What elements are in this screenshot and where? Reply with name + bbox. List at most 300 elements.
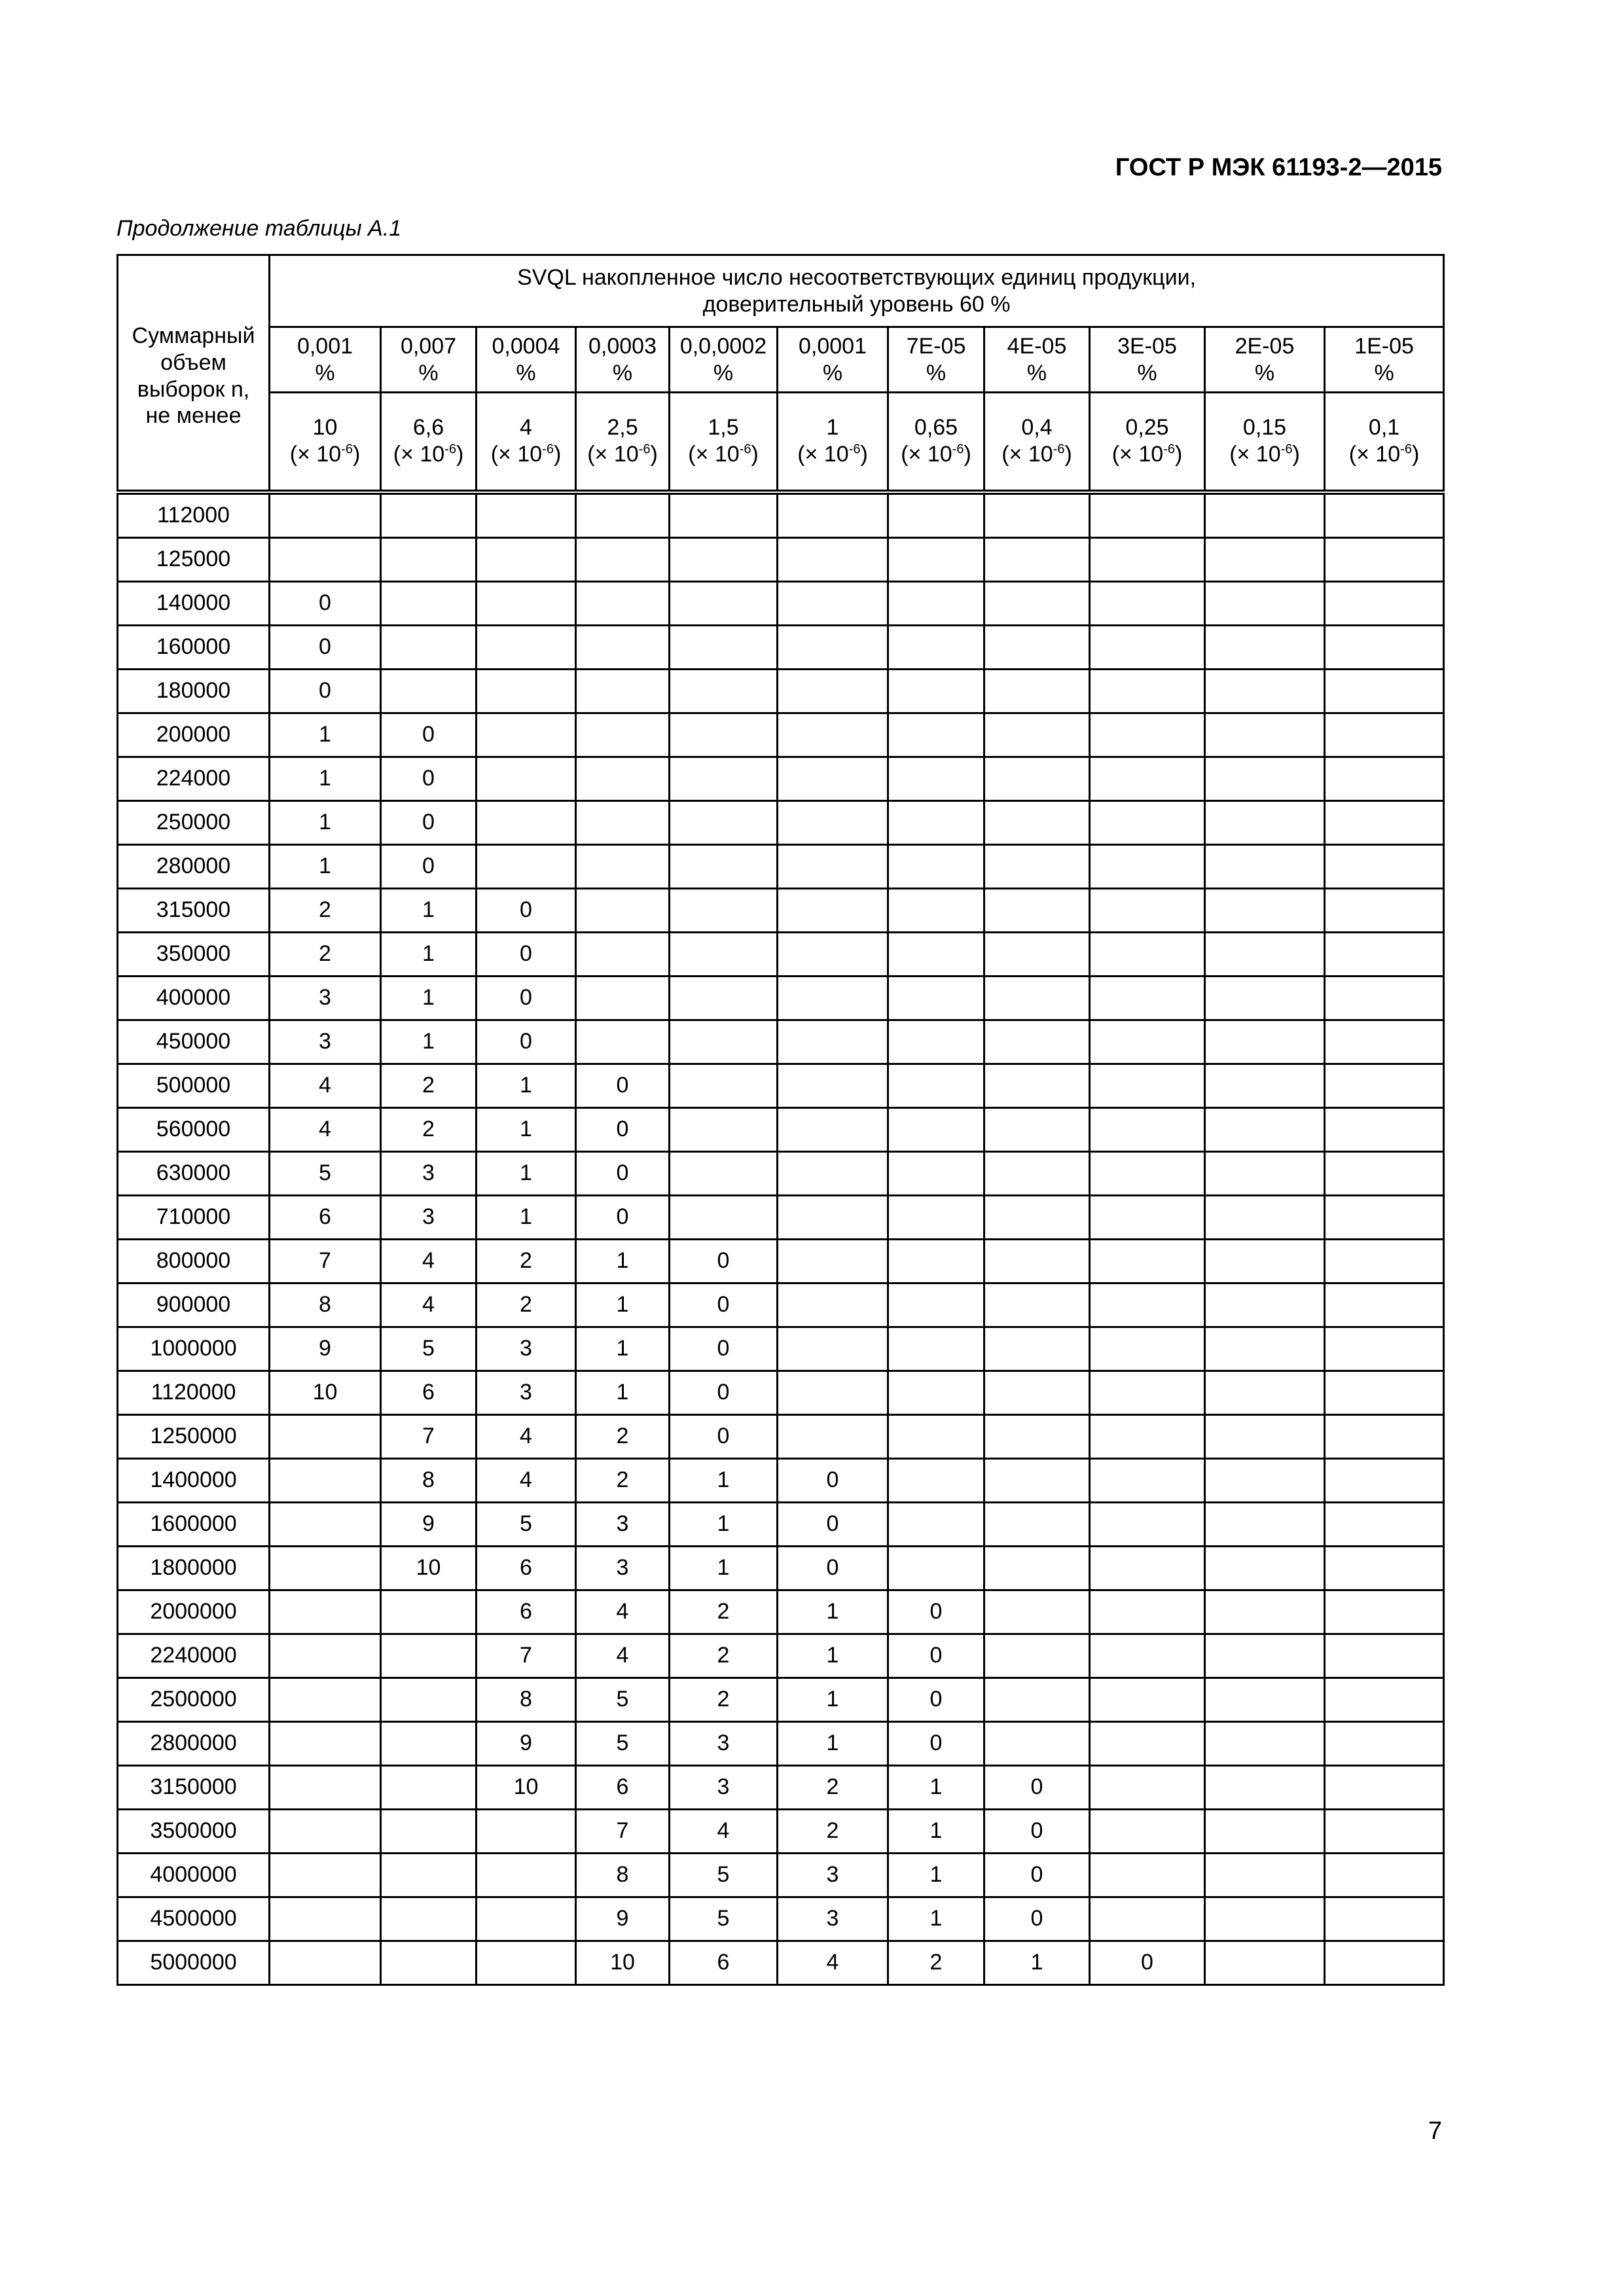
count-cell: 2 [778,1765,888,1809]
sample-size-cell: 900000 [118,1283,270,1327]
table-row [118,1941,1444,1984]
count-cell: 0 [576,1107,670,1151]
count-cell [1205,976,1325,1020]
count-cell [477,625,576,669]
count-cell [1090,1458,1205,1502]
table-row [118,581,1444,625]
percent-header: 2E-05 % [1205,327,1325,393]
count-cell [778,844,888,888]
sample-size-cell: 3150000 [118,1765,270,1809]
count-cell: 0 [381,800,477,844]
count-cell [1205,1020,1325,1064]
count-cell [1205,1064,1325,1107]
count-cell [888,1107,984,1151]
count-cell: 1 [270,757,381,800]
count-cell [778,492,888,538]
count-cell [1325,537,1444,581]
count-cell: 1 [576,1239,670,1283]
count-cell [984,1590,1090,1634]
count-cell [1325,492,1444,538]
count-cell: 1 [576,1371,670,1414]
percent-header: 0,0001 % [778,327,888,393]
count-cell: 5 [576,1677,670,1721]
sample-size-cell: 1000000 [118,1327,270,1371]
count-cell [888,1458,984,1502]
table-row [118,1546,1444,1590]
count-cell: 7 [270,1239,381,1283]
count-cell [1325,932,1444,976]
count-cell: 3 [778,1853,888,1897]
count-cell [1205,1239,1325,1283]
count-cell [477,581,576,625]
count-cell: 6 [477,1546,576,1590]
count-cell [670,757,778,800]
count-cell [270,537,381,581]
count-cell [778,888,888,932]
count-cell [1090,1590,1205,1634]
count-cell: 8 [477,1677,576,1721]
count-cell: 0 [270,625,381,669]
count-cell: 9 [381,1502,477,1546]
count-cell [1325,1634,1444,1677]
count-cell: 0 [576,1064,670,1107]
percent-header: 3E-05 % [1090,327,1205,393]
count-cell: 6 [270,1195,381,1239]
count-cell [1205,1941,1325,1984]
count-cell [1205,1765,1325,1809]
count-cell: 3 [381,1195,477,1239]
count-cell: 3 [381,1151,477,1195]
count-cell [984,1546,1090,1590]
multiplier-header: 0,15 (× $10^{-6}$) [1205,393,1325,492]
count-cell: 4 [477,1458,576,1502]
count-cell [984,1502,1090,1546]
count-cell [1205,932,1325,976]
count-cell [888,1064,984,1107]
count-cell: 6 [670,1941,778,1984]
count-cell: 0 [984,1765,1090,1809]
count-cell [1325,1064,1444,1107]
count-cell [1090,1546,1205,1590]
sample-size-cell: 2240000 [118,1634,270,1677]
sample-size-cell: 400000 [118,976,270,1020]
count-cell [270,1677,381,1721]
count-cell: 0 [778,1546,888,1590]
table-row [118,1721,1444,1765]
count-cell [888,1371,984,1414]
percent-header: 4E-05 % [984,327,1090,393]
count-cell: 0 [888,1721,984,1765]
sample-size-cell: 2500000 [118,1677,270,1721]
count-cell [670,492,778,538]
count-cell [984,492,1090,538]
count-cell [1090,1151,1205,1195]
count-cell [1325,844,1444,888]
count-cell: 2 [381,1107,477,1151]
count-cell: 0 [670,1239,778,1283]
count-cell [576,581,670,625]
count-cell [1325,1371,1444,1414]
multiplier-header: 6,6 (× $10^{-6}$) [381,393,477,492]
count-cell [477,1809,576,1853]
count-cell [888,492,984,538]
count-cell [888,1502,984,1546]
count-cell [270,1502,381,1546]
count-cell [381,1853,477,1897]
table-row [118,1809,1444,1853]
count-cell: 0 [270,669,381,713]
count-cell [1205,713,1325,757]
count-cell: 5 [670,1853,778,1897]
count-cell [984,757,1090,800]
count-cell: 1 [888,1765,984,1809]
count-cell [1090,537,1205,581]
count-cell: 2 [888,1941,984,1984]
count-cell [576,888,670,932]
sample-size-cell: 200000 [118,713,270,757]
sample-size-cell: 710000 [118,1195,270,1239]
count-cell [1090,800,1205,844]
multiplier-header: 10 (× $10^{-6}$) [270,393,381,492]
count-cell: 5 [670,1897,778,1941]
percent-header: 0,0,0002 % [670,327,778,393]
count-cell [670,932,778,976]
count-cell [1090,1283,1205,1327]
table-row [118,1458,1444,1502]
sample-size-cell: 1800000 [118,1546,270,1590]
sample-size-cell: 560000 [118,1107,270,1151]
count-cell [381,669,477,713]
count-cell: 1 [477,1151,576,1195]
sample-size-cell: 630000 [118,1151,270,1195]
count-cell [888,1195,984,1239]
table-row [118,932,1444,976]
count-cell: 2 [270,932,381,976]
count-cell [778,1151,888,1195]
count-cell [576,492,670,538]
count-cell [888,888,984,932]
count-cell: 4 [381,1239,477,1283]
count-cell: 5 [381,1327,477,1371]
percent-header: 7E-05 % [888,327,984,393]
count-cell: 1 [270,800,381,844]
count-cell [270,1809,381,1853]
count-cell: 6 [477,1590,576,1634]
count-cell: 1 [778,1677,888,1721]
count-cell [670,581,778,625]
sample-size-cell: 140000 [118,581,270,625]
count-cell [576,1020,670,1064]
count-cell [778,1195,888,1239]
count-cell [1090,1634,1205,1677]
percent-header: 0,001 % [270,327,381,393]
count-cell [477,537,576,581]
table-row [118,1151,1444,1195]
multiplier-header: 0,25 (× $10^{-6}$) [1090,393,1205,492]
count-cell [1325,1458,1444,1502]
count-cell [984,1283,1090,1327]
count-cell [888,1151,984,1195]
count-cell: 9 [477,1721,576,1765]
count-cell [1205,1283,1325,1327]
count-cell [984,1064,1090,1107]
count-cell: 7 [477,1634,576,1677]
count-cell: 0 [576,1195,670,1239]
count-cell: 3 [477,1371,576,1414]
count-cell [778,669,888,713]
count-cell [984,1371,1090,1414]
count-cell: 10 [576,1941,670,1984]
count-cell: 0 [984,1809,1090,1853]
count-cell [1325,669,1444,713]
count-cell [670,800,778,844]
count-cell [1325,976,1444,1020]
count-cell [1205,625,1325,669]
count-cell [477,1941,576,1984]
count-cell: 6 [381,1371,477,1414]
count-cell: 1 [888,1853,984,1897]
count-cell [1090,1721,1205,1765]
count-cell: 0 [576,1151,670,1195]
table-row [118,888,1444,932]
count-cell: 1 [778,1721,888,1765]
percent-header: 0,0003 % [576,327,670,393]
sample-size-cell: 315000 [118,888,270,932]
count-cell [1325,1590,1444,1634]
count-cell: 9 [270,1327,381,1371]
count-cell [270,1634,381,1677]
count-cell [984,713,1090,757]
count-cell: 1 [888,1897,984,1941]
table-row [118,492,1444,538]
count-cell [1205,757,1325,800]
count-cell: 2 [670,1677,778,1721]
count-cell [1205,1414,1325,1458]
table-row [118,1195,1444,1239]
count-cell [1090,932,1205,976]
multiplier-header: 0,1 (× $10^{-6}$) [1325,393,1444,492]
count-cell: 1 [670,1546,778,1590]
count-cell: 0 [381,713,477,757]
count-cell [1205,669,1325,713]
count-cell [477,1897,576,1941]
count-cell [778,1020,888,1064]
count-cell: 8 [576,1853,670,1897]
multiplier-header: 1,5 (× $10^{-6}$) [670,393,778,492]
count-cell [984,1195,1090,1239]
count-cell [984,844,1090,888]
count-cell: 0 [888,1677,984,1721]
count-cell [1090,1414,1205,1458]
count-cell [984,537,1090,581]
count-cell [1090,1064,1205,1107]
table-row [118,1107,1444,1151]
table-row [118,1765,1444,1809]
count-cell [1325,888,1444,932]
count-cell [778,1107,888,1151]
count-cell [670,1107,778,1151]
count-cell: 6 [576,1765,670,1809]
count-cell [270,1458,381,1502]
count-cell [1090,1107,1205,1151]
count-cell [984,1721,1090,1765]
count-cell [381,625,477,669]
count-cell [670,1020,778,1064]
count-cell [1090,581,1205,625]
count-cell [1090,1765,1205,1809]
count-cell [984,1458,1090,1502]
count-cell: 1 [381,888,477,932]
sample-size-cell: 160000 [118,625,270,669]
count-cell: 2 [381,1064,477,1107]
count-cell: 4 [576,1634,670,1677]
sample-size-cell: 112000 [118,492,270,538]
count-cell [1090,1195,1205,1239]
count-cell [888,1414,984,1458]
count-cell [1090,1502,1205,1546]
count-cell: 3 [576,1546,670,1590]
page-number: 7 [1428,2117,1442,2145]
sample-size-cell: 125000 [118,537,270,581]
count-cell [984,1634,1090,1677]
count-cell [1325,581,1444,625]
count-cell: 8 [270,1283,381,1327]
count-cell [270,1765,381,1809]
count-cell [1325,1107,1444,1151]
count-cell: 1 [576,1283,670,1327]
count-cell [381,1809,477,1853]
count-cell [1205,1546,1325,1590]
count-cell [1205,1897,1325,1941]
table-row [118,1327,1444,1371]
table-row [118,669,1444,713]
count-cell: 0 [270,581,381,625]
table-row [118,1853,1444,1897]
count-cell [984,1151,1090,1195]
sample-size-cell: 280000 [118,844,270,888]
multiplier-header: 4 (× $10^{-6}$) [477,393,576,492]
sample-size-cell: 4500000 [118,1897,270,1941]
count-cell [888,537,984,581]
sample-size-cell: 1120000 [118,1371,270,1414]
table-row [118,713,1444,757]
count-cell: 10 [477,1765,576,1809]
count-cell [888,1020,984,1064]
count-cell [1325,1941,1444,1984]
count-cell [888,976,984,1020]
count-cell: 1 [477,1195,576,1239]
count-cell [381,1721,477,1765]
count-cell [1205,1502,1325,1546]
count-cell: 1 [381,932,477,976]
count-cell: 8 [381,1458,477,1502]
count-cell: 7 [576,1809,670,1853]
sample-size-cell: 500000 [118,1064,270,1107]
table-row [118,1414,1444,1458]
count-cell [888,625,984,669]
count-cell: 3 [477,1327,576,1371]
table-row [118,800,1444,844]
count-cell [381,1677,477,1721]
table-row [118,976,1444,1020]
count-cell [888,669,984,713]
count-cell [1205,1151,1325,1195]
count-cell [778,1327,888,1371]
count-cell: 4 [670,1809,778,1853]
count-cell [381,581,477,625]
count-cell [984,1107,1090,1151]
count-cell [778,1414,888,1458]
count-cell: 5 [576,1721,670,1765]
count-cell: 0 [984,1897,1090,1941]
count-cell [270,492,381,538]
count-cell [1205,1634,1325,1677]
sample-size-cell: 224000 [118,757,270,800]
count-cell: 7 [381,1414,477,1458]
count-cell [1090,669,1205,713]
count-cell: 2 [477,1283,576,1327]
count-cell [1090,844,1205,888]
count-cell: 0 [670,1327,778,1371]
count-cell [1090,757,1205,800]
count-cell: 1 [670,1502,778,1546]
count-cell: 0 [670,1283,778,1327]
count-cell: 1 [778,1590,888,1634]
count-cell [1090,1371,1205,1414]
table-row [118,1371,1444,1414]
count-cell: 2 [477,1239,576,1283]
count-cell: 0 [984,1853,1090,1897]
count-cell [1090,1020,1205,1064]
count-cell: 4 [270,1107,381,1151]
count-cell [984,669,1090,713]
count-cell [984,1327,1090,1371]
sample-size-cell: 2000000 [118,1590,270,1634]
count-cell [576,976,670,1020]
count-cell: 0 [888,1590,984,1634]
count-cell [1325,1546,1444,1590]
count-cell: 2 [576,1414,670,1458]
count-cell [381,1941,477,1984]
count-cell: 1 [381,976,477,1020]
count-cell [270,1414,381,1458]
count-cell [1205,1590,1325,1634]
sample-size-cell: 180000 [118,669,270,713]
count-cell [477,492,576,538]
count-cell [1205,492,1325,538]
count-cell: 0 [1090,1941,1205,1984]
count-cell [1325,625,1444,669]
count-cell [778,1064,888,1107]
count-cell [888,932,984,976]
count-cell: 4 [270,1064,381,1107]
sample-size-header: Суммарный объем выборок n, не менее [118,255,270,492]
count-cell: 0 [888,1634,984,1677]
count-cell [1205,1458,1325,1502]
count-cell [778,537,888,581]
count-cell: 0 [381,757,477,800]
count-cell [670,976,778,1020]
count-cell [1325,1721,1444,1765]
count-cell [888,1283,984,1327]
count-cell [1205,800,1325,844]
count-cell: 1 [888,1809,984,1853]
count-cell: 2 [270,888,381,932]
count-cell [888,1239,984,1283]
count-cell [1205,1721,1325,1765]
count-cell [1205,537,1325,581]
count-cell [984,888,1090,932]
